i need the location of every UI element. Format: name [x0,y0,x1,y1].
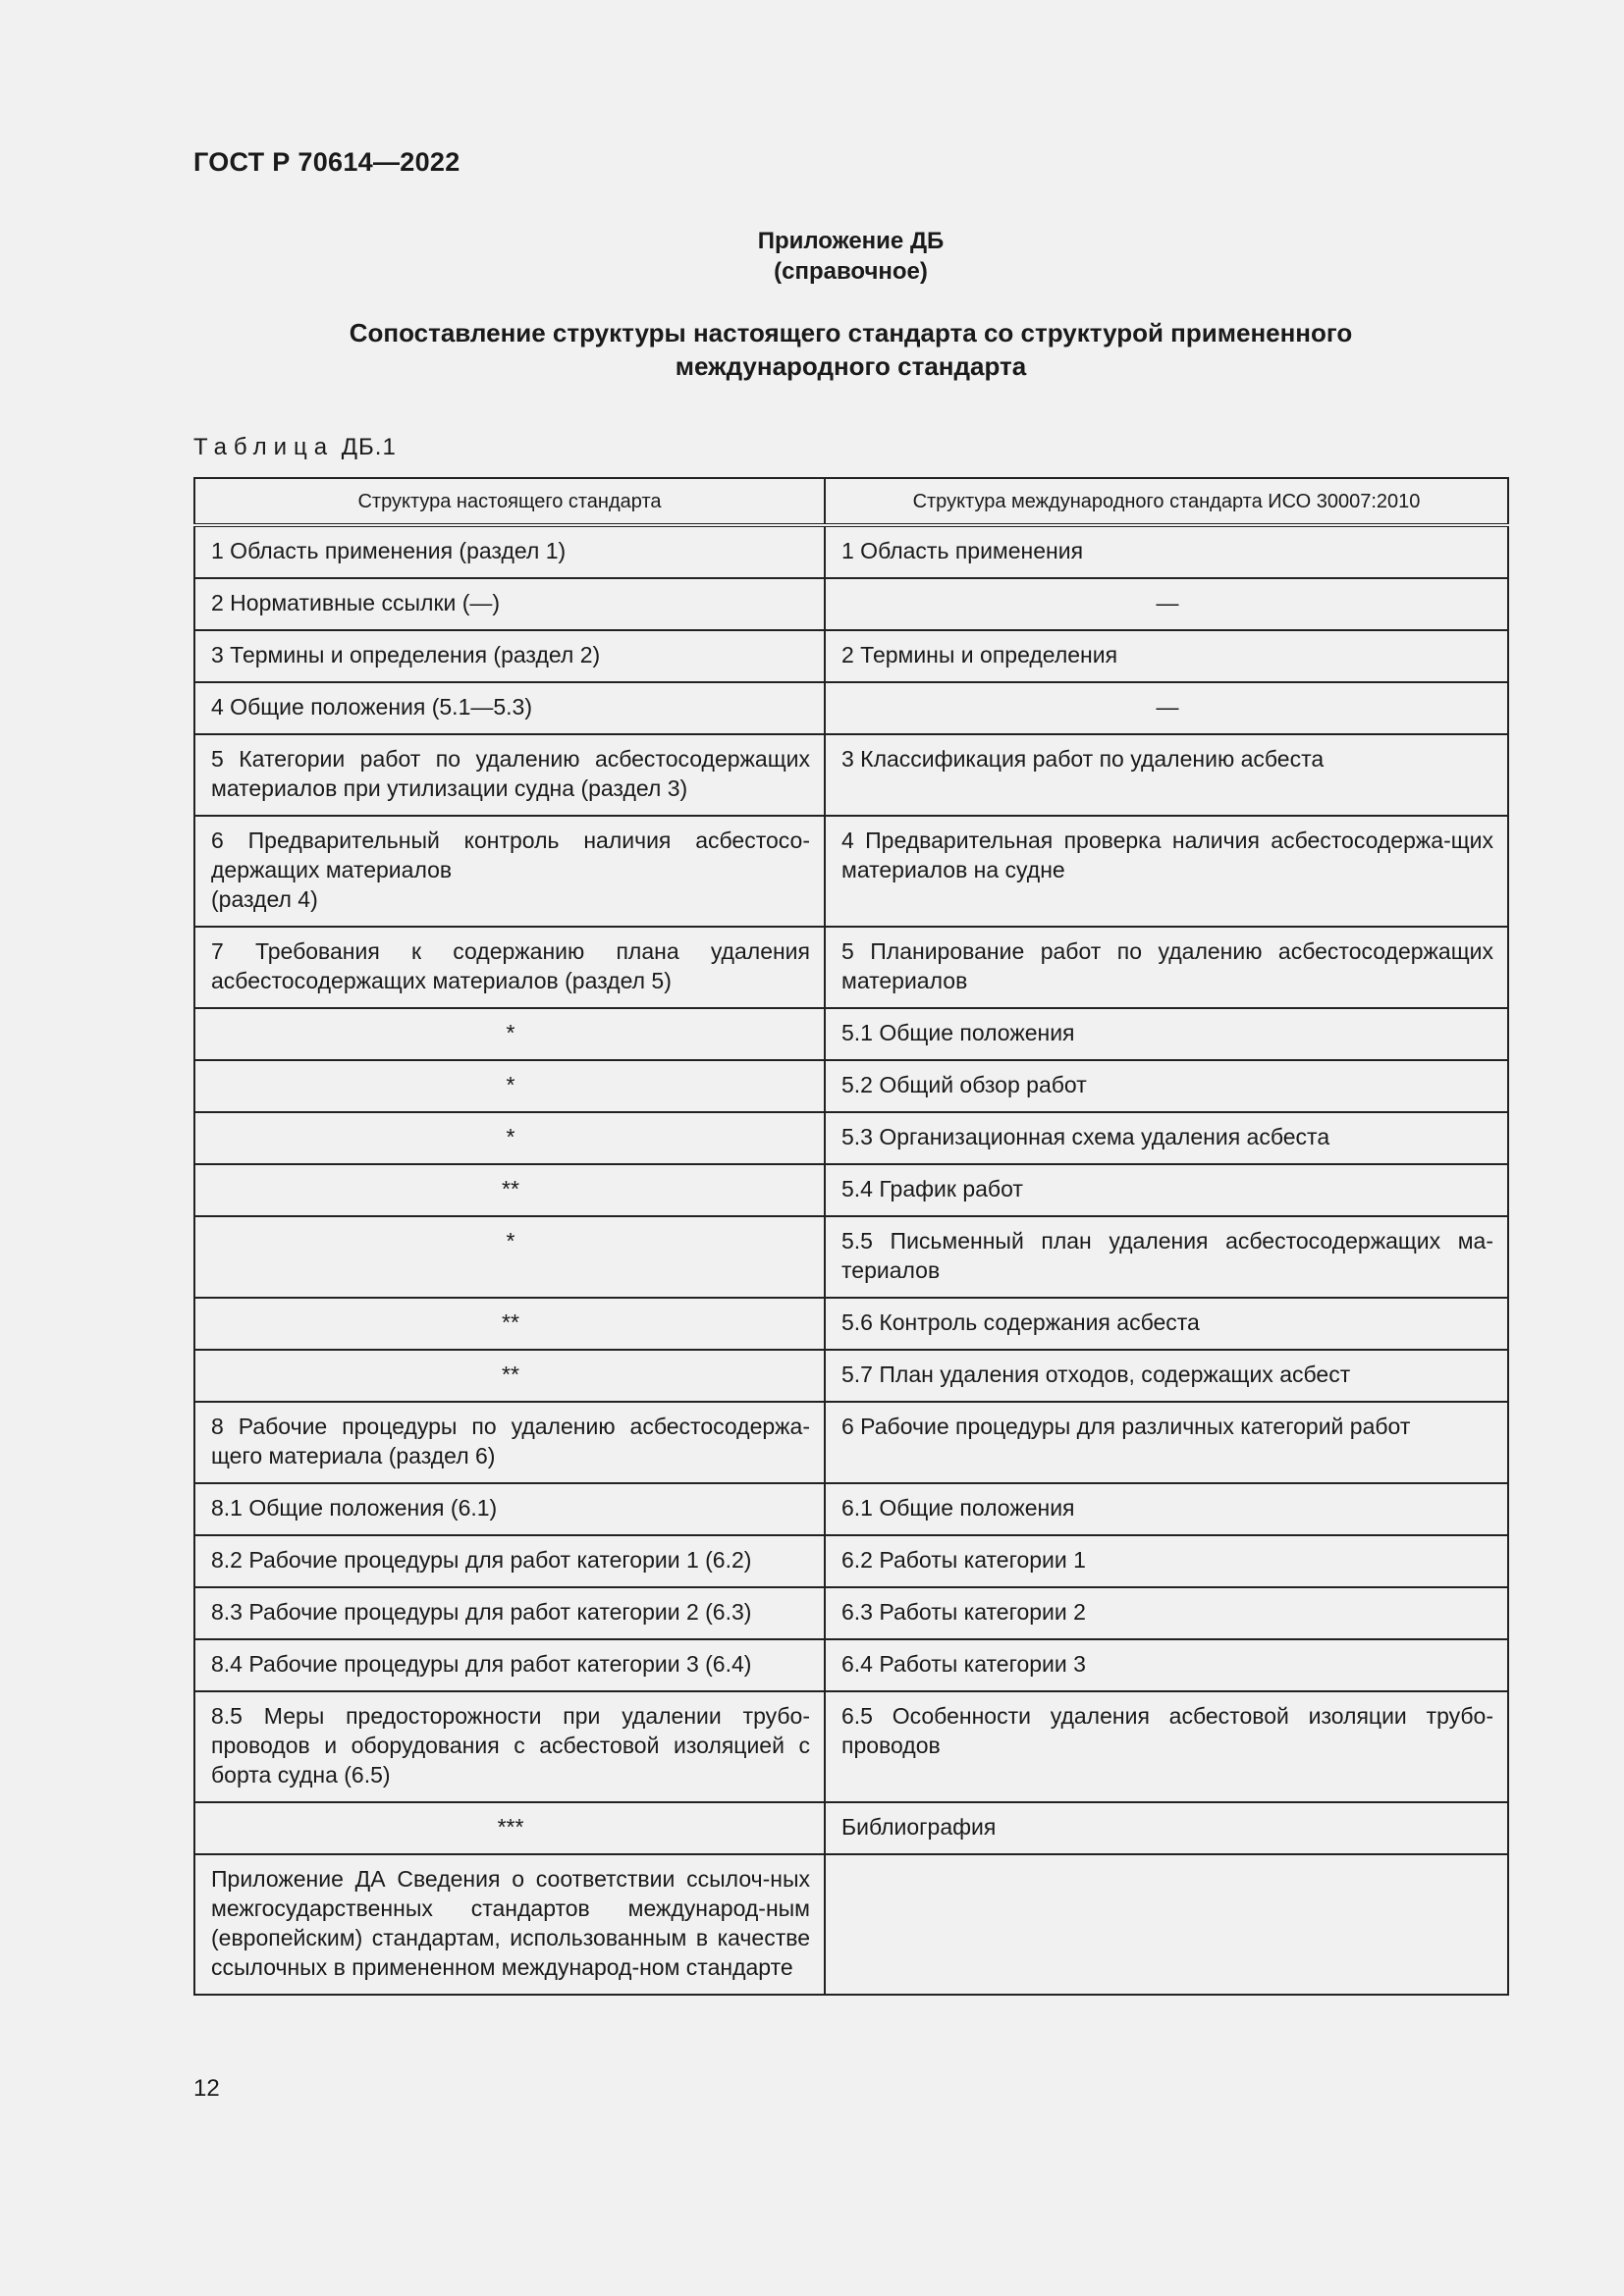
page-number: 12 [193,2075,220,2102]
cell-national-structure: *** [194,1802,825,1854]
table-row [194,1639,1508,1691]
table-caption [193,434,397,461]
cell-international-structure: 1 Область применения [825,525,1508,578]
cell-international-structure: 4 Предварительная проверка наличия асбестосодержа-щих материалов на судне [825,816,1508,927]
column-header-national: Структура настоящего стандарта [194,478,825,525]
cell-international-structure: 5.2 Общий обзор работ [825,1060,1508,1112]
cell-national-structure: 6 Предварительный контроль наличия асбестосо-держащих материалов (раздел 4) [194,816,825,927]
table-header-row [194,478,1508,525]
cell-international-structure: 6 Рабочие процедуры для различных категорий работ [825,1402,1508,1483]
cell-international-structure: 6.3 Работы категории 2 [825,1587,1508,1639]
annex-title-line-2: международного стандарта [675,351,1027,381]
cell-international-structure: 5 Планирование работ по удалению асбестосодержащих материалов [825,927,1508,1008]
table-row [194,1854,1508,1995]
cell-international-structure [825,1854,1508,1995]
table-row [194,927,1508,1008]
cell-national-structure: ** [194,1164,825,1216]
cell-national-structure: 5 Категории работ по удалению асбестосодержащих материалов при утилизации судна (раздел 3) [194,734,825,816]
cell-international-structure: 2 Термины и определения [825,630,1508,682]
table-row [194,816,1508,927]
cell-international-structure: 3 Классификация работ по удалению асбеста [825,734,1508,816]
table-row [194,1298,1508,1350]
cell-international-structure: 5.7 План удаления отходов, содержащих асбест [825,1350,1508,1402]
table-row [194,1402,1508,1483]
table-row [194,525,1508,578]
cell-international-structure: 5.5 Письменный план удаления асбестосодержащих ма-териалов [825,1216,1508,1298]
table-caption-word: Таблица [193,434,335,460]
table-row [194,1350,1508,1402]
table-row [194,1216,1508,1298]
table-row [194,1008,1508,1060]
cell-international-structure: — [825,682,1508,734]
table-row [194,630,1508,682]
cell-international-structure: 6.2 Работы категории 1 [825,1535,1508,1587]
table-body [194,525,1508,1995]
table-row [194,1587,1508,1639]
table-row [194,1535,1508,1587]
table-caption-number: ДБ.1 [341,434,397,460]
table-row [194,578,1508,630]
cell-international-structure: — [825,578,1508,630]
table-row [194,1164,1508,1216]
table-row [194,682,1508,734]
cell-national-structure: 7 Требования к содержанию плана удаления асбестосодержащих материалов (раздел 5) [194,927,825,1008]
annex-title [0,316,1624,383]
cell-national-structure: 8.1 Общие положения (6.1) [194,1483,825,1535]
cell-national-structure: 8.5 Меры предосторожности при удалении трубо-проводов и оборудования с асбестовой изоляцией с борта судна (6.5) [194,1691,825,1802]
annex-title-line-1: Сопоставление структуры настоящего стандарта со структурой примененного [349,318,1353,347]
cell-international-structure: 6.1 Общие положения [825,1483,1508,1535]
cell-national-structure: 8.3 Рабочие процедуры для работ категории 2 (6.3) [194,1587,825,1639]
cell-national-structure: * [194,1216,825,1298]
cell-national-structure: * [194,1008,825,1060]
cell-international-structure: 5.1 Общие положения [825,1008,1508,1060]
cell-international-structure: 5.4 График работ [825,1164,1508,1216]
comparison-table [193,477,1509,1996]
annex-label: Приложение ДБ [757,228,945,254]
cell-national-structure: 3 Термины и определения (раздел 2) [194,630,825,682]
cell-national-structure: Приложение ДА Сведения о соответствии ссылоч-ных межгосударственных стандартов международ-ным (европейским) стандартам, использованным в качестве ссылочных в примененном международ-ном стандарте [194,1854,825,1995]
cell-international-structure: Библиография [825,1802,1508,1854]
cell-national-structure: * [194,1060,825,1112]
cell-international-structure: 6.4 Работы категории 3 [825,1639,1508,1691]
table-row [194,1802,1508,1854]
cell-national-structure: * [194,1112,825,1164]
cell-international-structure: 6.5 Особенности удаления асбестовой изоляции трубо-проводов [825,1691,1508,1802]
document-code: ГОСТ Р 70614—2022 [193,147,460,177]
cell-international-structure: 5.3 Организационная схема удаления асбеста [825,1112,1508,1164]
cell-national-structure: 8 Рабочие процедуры по удалению асбестосодержа-щего материала (раздел 6) [194,1402,825,1483]
cell-national-structure: 2 Нормативные ссылки (—) [194,578,825,630]
cell-international-structure: 5.6 Контроль содержания асбеста [825,1298,1508,1350]
cell-national-structure: ** [194,1298,825,1350]
table-row [194,1112,1508,1164]
table-row [194,734,1508,816]
annex-status: (справочное) [774,258,928,285]
annex-heading [0,226,1624,287]
cell-national-structure: ** [194,1350,825,1402]
table-row [194,1483,1508,1535]
cell-national-structure: 1 Область применения (раздел 1) [194,525,825,578]
table-row [194,1691,1508,1802]
column-header-international: Структура международного стандарта ИСО 30007:2010 [825,478,1508,525]
table-row [194,1060,1508,1112]
cell-national-structure: 4 Общие положения (5.1—5.3) [194,682,825,734]
cell-national-structure: 8.2 Рабочие процедуры для работ категории 1 (6.2) [194,1535,825,1587]
cell-national-structure: 8.4 Рабочие процедуры для работ категории 3 (6.4) [194,1639,825,1691]
